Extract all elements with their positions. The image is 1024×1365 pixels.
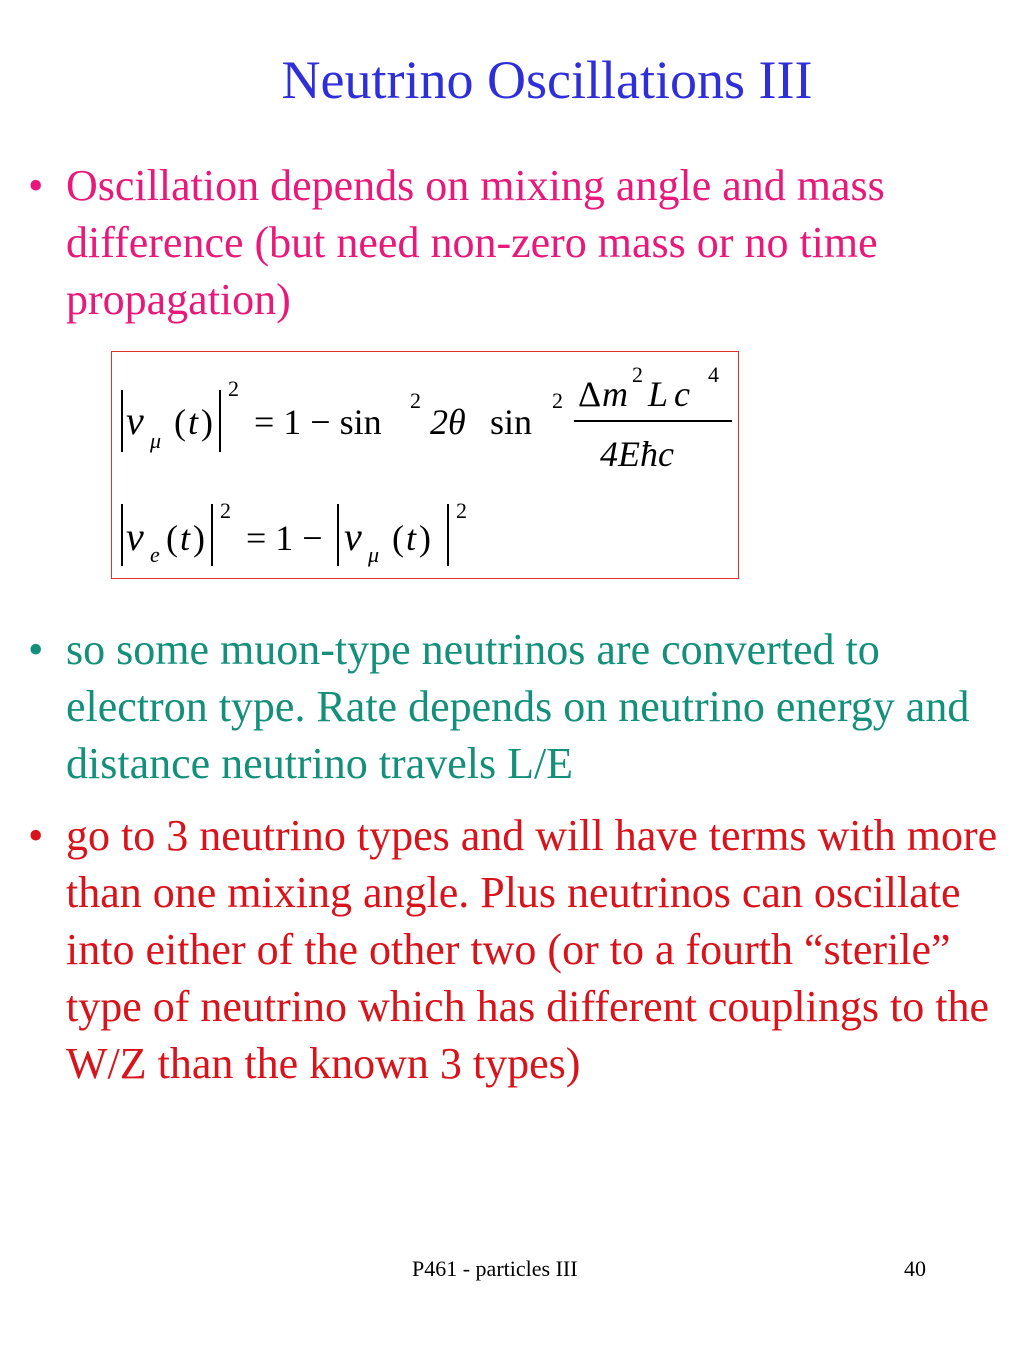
bullet-dot: • xyxy=(28,811,44,860)
equations-svg xyxy=(112,352,740,580)
eq1-nu: ν xyxy=(126,398,144,443)
eq1-num-m-exp: 2 xyxy=(632,362,643,387)
equation-box xyxy=(111,351,739,579)
eq1-mu: μ xyxy=(150,428,162,453)
slide-title: Neutrino Oscillations III xyxy=(281,50,813,110)
eq2-e: e xyxy=(150,542,160,567)
eq2-paren-close: ) xyxy=(193,518,205,558)
eq1-num-delta: Δ xyxy=(578,374,602,414)
eq2-nu: ν xyxy=(126,514,144,559)
bullet-1-text: Oscillation depends on mixing angle and mass difference (but need non-zero mass or no time propagation) xyxy=(66,161,885,324)
bullet-2-text: so some muon-type neutrinos are converted to electron type. Rate depends on neutrino energy and distance neutrino travels L/E xyxy=(66,625,970,788)
bullet-dot: • xyxy=(28,625,44,674)
eq1-num-c: c xyxy=(674,374,690,414)
footer-title: P461 - particles III xyxy=(412,1256,578,1281)
eq2-paren-open-2: ( xyxy=(392,518,404,558)
equation-1 xyxy=(122,362,732,474)
eq1-paren-open: ( xyxy=(174,402,186,442)
eq2-rhs: = 1 − xyxy=(246,518,323,558)
eq2-t-2: t xyxy=(406,518,417,558)
eq1-rhs: = 1 − sin xyxy=(254,402,382,442)
bullet-2 xyxy=(28,621,1003,792)
eq2-paren-open: ( xyxy=(166,518,178,558)
equation-2 xyxy=(122,498,467,567)
eq1-t: t xyxy=(188,402,199,442)
eq2-paren-close-2: ) xyxy=(419,518,431,558)
eq1-sq: 2 xyxy=(228,376,239,401)
eq1-two-theta: 2θ xyxy=(430,402,466,442)
eq1-num-L: L xyxy=(648,374,669,414)
eq1-sin: sin xyxy=(490,402,533,442)
bullet-3-text: go to 3 neutrino types and will have terms with more than one mixing angle. Plus neutrinos can oscillate into either of the other two (or to a fourth “sterile” type of neutrino which has different couplings to the W/Z than the known 3 types) xyxy=(66,811,998,1088)
eq2-t: t xyxy=(180,518,191,558)
eq1-sq3: 2 xyxy=(552,388,563,413)
bullet-3 xyxy=(28,807,1003,1092)
page-number: 40 xyxy=(904,1256,926,1281)
bullet-dot: • xyxy=(28,161,44,210)
eq2-mu: μ xyxy=(368,542,380,567)
eq1-denominator: 4Eħc xyxy=(600,434,674,474)
eq2-sq2: 2 xyxy=(456,498,467,523)
bullet-1 xyxy=(28,157,1003,328)
eq1-paren-close: ) xyxy=(201,402,213,442)
eq2-nu2: ν xyxy=(344,514,362,559)
eq1-num-c-exp: 4 xyxy=(708,362,719,387)
eq1-num-m: m xyxy=(602,374,628,414)
eq1-sq2: 2 xyxy=(410,388,421,413)
eq2-sq: 2 xyxy=(220,498,231,523)
